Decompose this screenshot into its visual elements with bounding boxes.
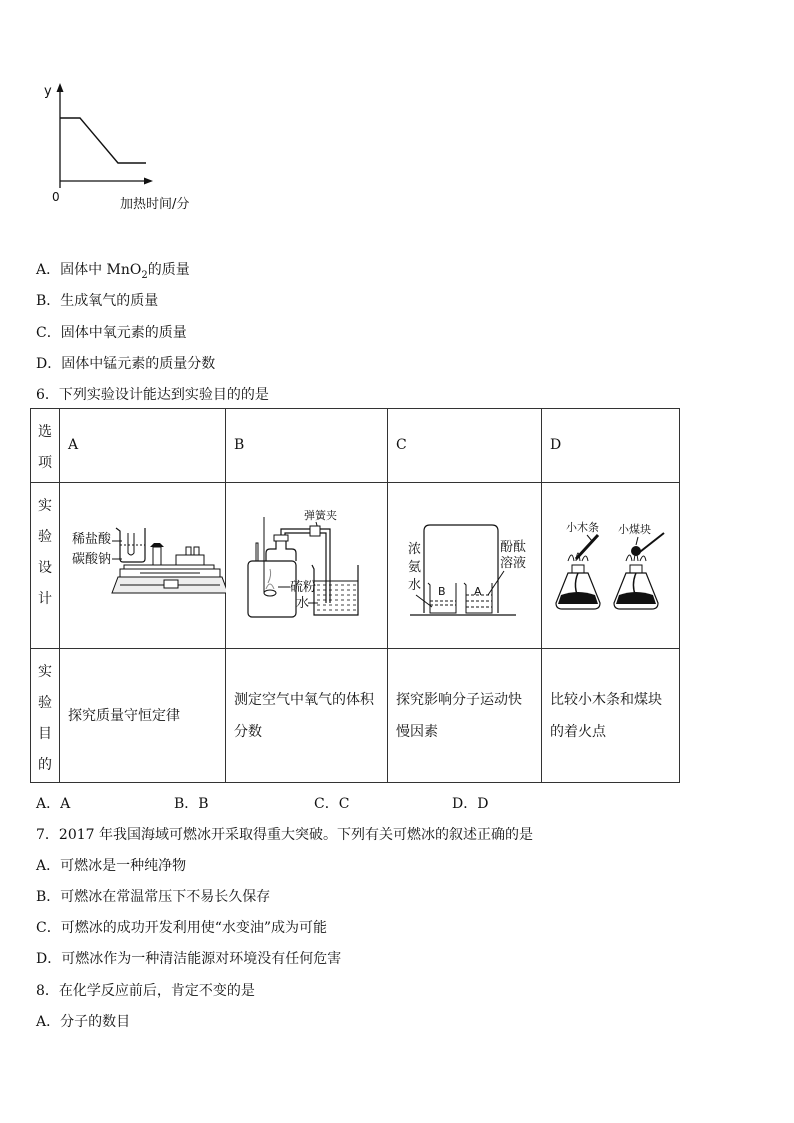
q7-option-c: C．可燃冰的成功开发利用使“水变油”成为可能: [36, 920, 328, 936]
balance-figure: [60, 483, 226, 649]
label-coal-piece: 小煤块: [618, 523, 651, 536]
q6-option-a: A．A: [36, 796, 71, 812]
label-ammonia-3: 水: [408, 578, 422, 593]
purpose-cell-c: 探究影响分子运动快 慢因素: [388, 649, 542, 783]
q6-option-c: C．C: [314, 796, 350, 812]
label-beaker-a: A: [474, 585, 482, 598]
y-axis-label: y: [44, 84, 52, 99]
table-row-options: [31, 409, 680, 483]
label-ammonia-2: 氨: [408, 560, 422, 575]
table-row-purpose: [31, 649, 680, 783]
q5-option-a: A．固体中 MnO$_2$的质量: [36, 262, 190, 281]
q8-option-a: A．分子的数目: [36, 1014, 131, 1030]
label-sulfur-powder: 硫粉: [290, 580, 317, 595]
label-sodium-carbonate: 碳酸钠: [72, 552, 112, 567]
label-ammonia-1: 浓: [408, 542, 422, 557]
column-header-d: D: [542, 409, 680, 483]
label-phenolphthalein-1: 酚酞: [500, 540, 527, 555]
q7-option-a: A．可燃冰是一种纯净物: [36, 858, 187, 874]
molecular-motion-figure: [388, 483, 542, 649]
label-water: 水: [296, 596, 310, 611]
q6-experiment-table: [30, 408, 680, 783]
q5-option-b: B．生成氧气的质量: [36, 293, 159, 309]
label-wood-stick: 小木条: [566, 521, 599, 534]
design-cell-a: [60, 483, 226, 649]
y-axis-arrow: [57, 83, 64, 92]
q6-stem: 6．下列实验设计能达到实验目的的是: [36, 387, 269, 403]
row-header-option: 选 项: [31, 409, 60, 483]
q7-option-b: B．可燃冰在常温常压下不易长久保存: [36, 889, 271, 905]
q7-stem: 7．2017 年我国海域可燃冰开采取得重大突破。下列有关可燃冰的叙述正确的是: [36, 827, 533, 843]
row-header-purpose: 实 验 目 的: [31, 649, 60, 783]
graph-curve: [60, 118, 146, 163]
purpose-cell-d: 比较小木条和煤块 的着火点: [542, 649, 680, 783]
column-header-c: C: [388, 409, 542, 483]
purpose-cell-a: 探究质量守恒定律: [60, 649, 226, 783]
q7-option-d: D．可燃冰作为一种清洁能源对环境没有任何危害: [36, 951, 342, 967]
ignition-point-figure: [542, 483, 680, 649]
label-beaker-b: B: [438, 585, 446, 598]
purpose-cell-b: 测定空气中氧气的体积 分数: [226, 649, 388, 783]
q5-option-d: D．固体中锰元素的质量分数: [36, 356, 216, 372]
origin-label: 0: [52, 190, 60, 204]
q8-stem: 8．在化学反应前后，肯定不变的是: [36, 983, 255, 999]
label-spring-clamp: 弹簧夹: [304, 509, 337, 522]
design-cell-c: [388, 483, 542, 649]
row-header-design: 实 验 设 计: [31, 483, 60, 649]
label-phenolphthalein-2: 溶液: [500, 556, 527, 571]
q5-option-c: C．固体中氧元素的质量: [36, 325, 187, 341]
design-cell-b: [226, 483, 388, 649]
column-header-a: A: [60, 409, 226, 483]
table-row-design: [31, 483, 680, 649]
x-axis-arrow: [144, 178, 153, 185]
column-header-b: B: [226, 409, 388, 483]
design-cell-d: [542, 483, 680, 649]
q6-option-b: B．B: [174, 796, 209, 812]
mass-time-graph: [36, 80, 196, 220]
oxygen-volume-figure: [226, 483, 388, 649]
x-axis-label: 加热时间/分: [120, 197, 190, 212]
q6-option-d: D．D: [452, 796, 489, 812]
label-dilute-hcl: 稀盐酸: [72, 532, 112, 547]
